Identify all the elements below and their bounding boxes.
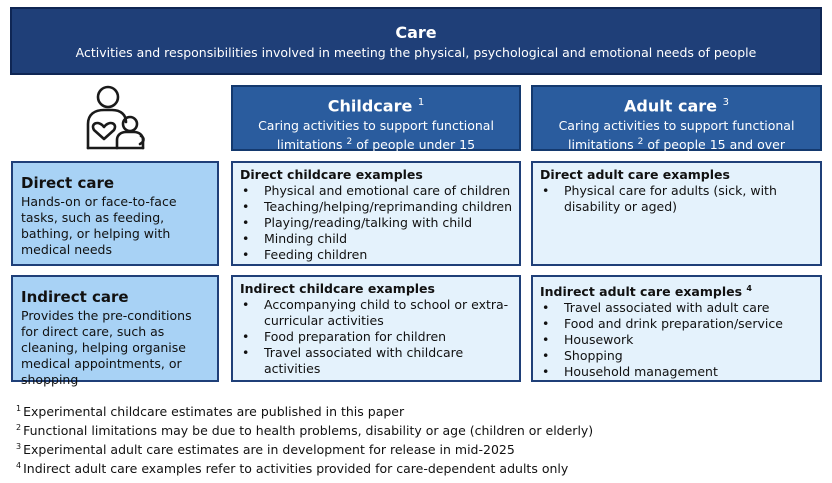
indirect-care-description: Provides the pre-conditions for direct care, such as cleaning, helping organise medical appointments, or shopping [21, 308, 192, 387]
direct-care-description: Hands-on or face-to-face tasks, such as feeding, bathing, or helping with medical needs [21, 194, 177, 257]
caregiver-with-child-icon [80, 84, 150, 154]
indirect-childcare-list [240, 297, 513, 377]
adultcare-column-header [531, 85, 822, 151]
footnote: $^1$ Experimental childcare estimates are published in this paper [16, 404, 405, 420]
footnote-ref-1: 1 [417, 97, 425, 108]
list-item: • Feeding children [240, 247, 513, 263]
adultcare-description: Caring activities to support functional limitations $^2$ of people 15 and over [558, 118, 795, 153]
indirect-care-title: Indirect care [21, 288, 129, 306]
direct-adultcare-cell [531, 161, 822, 266]
care-title: Care [395, 23, 437, 42]
list-item: • Teaching/helping/reprimanding children [240, 199, 513, 215]
direct-childcare-list [240, 183, 513, 263]
footnote: $^2$ Functional limitations may be due to health problems, disability or age (children or elderly) [16, 423, 594, 439]
direct-adultcare-list [540, 183, 814, 215]
list-item: • Physical care for adults (sick, with disability or aged) [540, 183, 814, 215]
childcare-title: Childcare [327, 96, 413, 116]
direct-care-row-header [11, 161, 219, 266]
adultcare-title: Adult care [624, 96, 717, 116]
footnote: $^4$ Indirect adult care examples refer to activities provided for care-dependent adults only [16, 461, 569, 477]
list-item: • Shopping [540, 348, 814, 364]
footnotes [16, 401, 816, 478]
list-item: • Housework [540, 332, 814, 348]
direct-childcare-cell [231, 161, 521, 266]
indirect-childcare-title: Indirect childcare examples [240, 281, 435, 296]
footnote: $^3$ Experimental adult care estimates are in development for release in mid-2025 [16, 442, 515, 458]
footnote-ref-2: 2 [346, 137, 353, 148]
list-item: • Playing/reading/talking with child [240, 215, 513, 231]
footnote-ref-2: 2 [637, 137, 644, 148]
indirect-care-row-header [11, 275, 219, 387]
indirect-adultcare-list [540, 300, 814, 380]
care-header [10, 7, 822, 75]
indirect-childcare-cell [231, 275, 521, 382]
direct-childcare-title: Direct childcare examples [240, 167, 423, 182]
list-item: • Minding child [240, 231, 513, 247]
footnote-ref-3: 3 [722, 97, 729, 108]
indirect-adultcare-cell [531, 275, 822, 382]
list-item: • Travel associated with adult care [540, 300, 814, 316]
list-item: • Accompanying child to school or extra-curricular activities [240, 297, 513, 329]
direct-adultcare-title: Direct adult care examples [540, 167, 730, 182]
list-item: • Household management [540, 364, 814, 380]
direct-care-title: Direct care [21, 174, 115, 192]
childcare-description: Caring activities to support functional limitations $^2$ of people under 15 [258, 118, 494, 153]
care-subtitle: Activities and responsibilities involved in meeting the physical, psychological and emotional needs of people [75, 45, 757, 60]
childcare-column-header [231, 85, 521, 151]
list-item: • Physical and emotional care of children [240, 183, 513, 199]
list-item: • Food and drink preparation/service [540, 316, 814, 332]
footnote-ref-4: 4 [746, 284, 752, 293]
list-item: • Travel associated with childcare activities [240, 345, 513, 377]
indirect-adultcare-title: Indirect adult care examples [540, 284, 743, 300]
list-item: • Food preparation for children [240, 329, 513, 345]
